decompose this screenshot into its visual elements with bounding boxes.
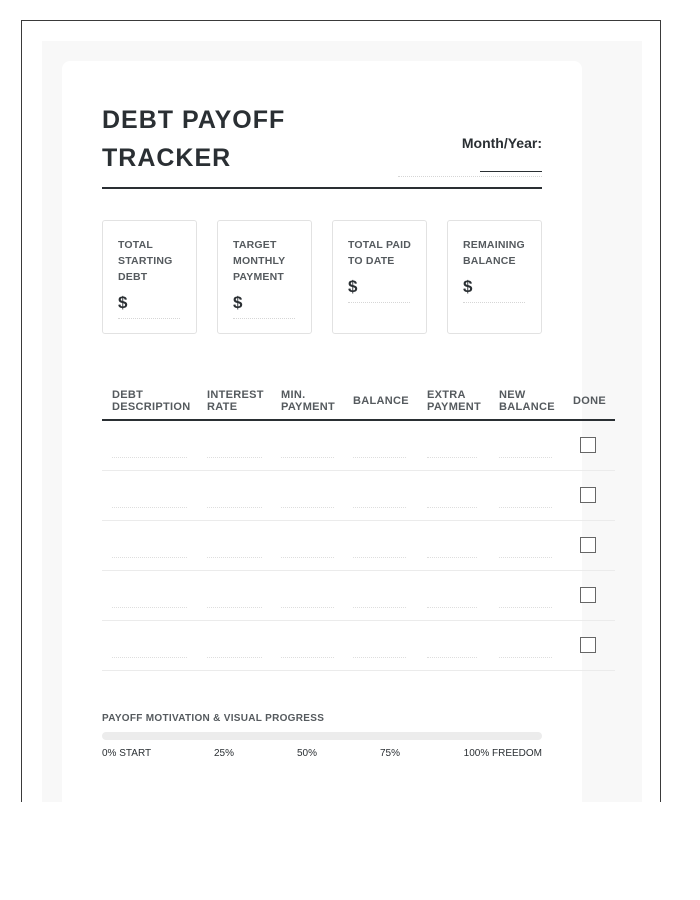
card-input-line[interactable] — [233, 318, 295, 319]
debt-description-cell[interactable] — [112, 507, 187, 508]
card-label: TARGET MONTHLY PAYMENT — [233, 239, 286, 283]
card-target-monthly-payment — [217, 220, 312, 334]
summary-cards — [102, 220, 542, 334]
interest-rate-cell[interactable] — [207, 457, 262, 458]
balance-cell[interactable] — [353, 507, 406, 508]
card-input-line[interactable] — [463, 302, 525, 303]
extra-payment-cell[interactable] — [427, 507, 477, 508]
interest-rate-cell[interactable] — [207, 557, 262, 558]
new-balance-cell[interactable] — [499, 457, 552, 458]
card-total-starting-debt — [102, 220, 197, 334]
currency-symbol: $ — [233, 293, 243, 312]
done-checkbox[interactable] — [580, 487, 596, 503]
progress-label-50: 50% — [297, 748, 318, 759]
month-year-field[interactable] — [480, 171, 542, 172]
card-label: TOTAL STARTING DEBT — [118, 239, 173, 283]
card-input-line[interactable] — [118, 318, 180, 319]
tracker-sheet — [62, 61, 606, 802]
month-year-dotted-guide — [398, 176, 542, 177]
balance-cell[interactable] — [353, 607, 406, 608]
table-row — [102, 521, 615, 571]
progress-title: PAYOFF MOTIVATION & VISUAL PROGRESS — [102, 713, 325, 724]
month-year-label: Month/Year: — [461, 135, 542, 151]
extra-payment-cell[interactable] — [427, 557, 477, 558]
card-total-paid-to-date — [332, 220, 427, 334]
card-input-line[interactable] — [348, 302, 410, 303]
currency-symbol: $ — [118, 293, 128, 312]
debt-description-cell[interactable] — [112, 557, 187, 558]
debt-description-cell[interactable] — [112, 607, 187, 608]
column-header-debt-description: DEBT DESCRIPTION — [112, 389, 191, 413]
column-header-new-balance: NEW BALANCE — [499, 389, 555, 413]
min-payment-cell[interactable] — [281, 607, 334, 608]
progress-scale — [102, 748, 542, 762]
table-row — [102, 471, 615, 521]
new-balance-cell[interactable] — [499, 657, 552, 658]
debt-description-cell[interactable] — [112, 657, 187, 658]
extra-payment-cell[interactable] — [427, 657, 477, 658]
currency-symbol: $ — [463, 277, 473, 296]
interest-rate-cell[interactable] — [207, 607, 262, 608]
currency-symbol: $ — [348, 277, 358, 296]
balance-cell[interactable] — [353, 457, 406, 458]
done-checkbox[interactable] — [580, 637, 596, 653]
column-header-extra-payment: EXTRA PAYMENT — [427, 389, 482, 413]
min-payment-cell[interactable] — [281, 557, 334, 558]
progress-label-start: 0% START — [102, 748, 152, 759]
column-header-balance: BALANCE — [353, 395, 409, 407]
extra-payment-cell[interactable] — [427, 457, 477, 458]
new-balance-cell[interactable] — [499, 557, 552, 558]
interest-rate-cell[interactable] — [207, 657, 262, 658]
done-checkbox[interactable] — [580, 587, 596, 603]
card-label: REMAINING BALANCE — [463, 239, 525, 267]
new-balance-cell[interactable] — [499, 607, 552, 608]
min-payment-cell[interactable] — [281, 657, 334, 658]
progress-label-75: 75% — [380, 748, 401, 759]
column-header-min-payment: MIN. PAYMENT — [281, 389, 336, 413]
table-row — [102, 571, 615, 621]
balance-cell[interactable] — [353, 557, 406, 558]
done-checkbox[interactable] — [580, 537, 596, 553]
progress-label-freedom: 100% FREEDOM — [463, 748, 542, 759]
page-title: DEBT PAYOFF TRACKER — [102, 106, 286, 172]
debt-description-cell[interactable] — [112, 457, 187, 458]
done-checkbox[interactable] — [580, 437, 596, 453]
debt-table — [102, 384, 615, 671]
card-label: TOTAL PAID TO DATE — [348, 239, 412, 267]
progress-bar — [102, 732, 542, 740]
new-balance-cell[interactable] — [499, 507, 552, 508]
extra-payment-cell[interactable] — [427, 607, 477, 608]
balance-cell[interactable] — [353, 657, 406, 658]
table-row — [102, 621, 615, 671]
min-payment-cell[interactable] — [281, 457, 334, 458]
interest-rate-cell[interactable] — [207, 507, 262, 508]
progress-label-25: 25% — [214, 748, 235, 759]
table-header — [102, 384, 615, 421]
min-payment-cell[interactable] — [281, 507, 334, 508]
card-remaining-balance — [447, 220, 542, 334]
column-header-done: DONE — [573, 395, 606, 407]
table-row — [102, 421, 615, 471]
document-frame — [21, 20, 661, 802]
header-divider — [102, 187, 542, 189]
column-header-interest-rate: INTEREST RATE — [207, 389, 264, 413]
